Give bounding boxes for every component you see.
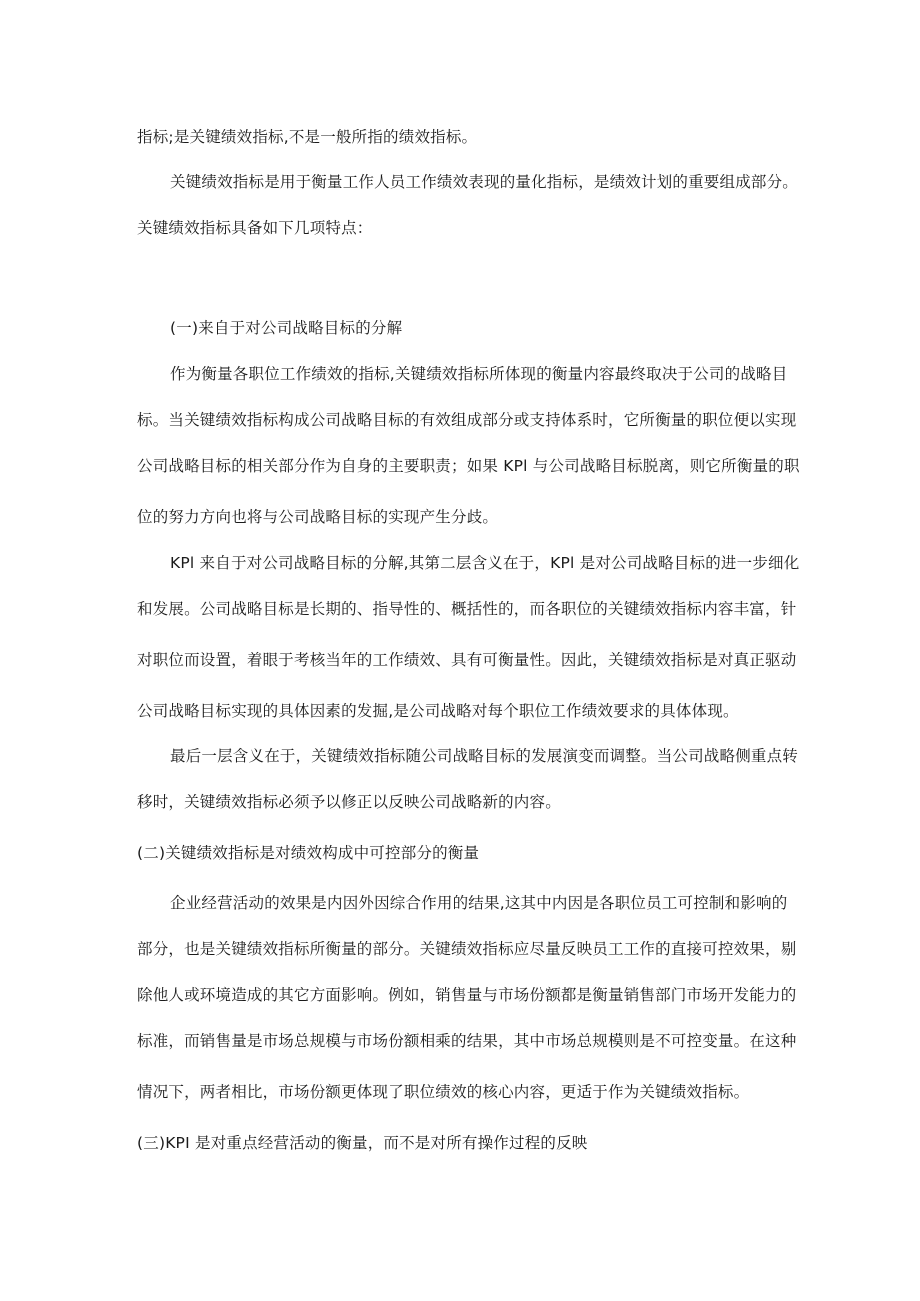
text-line: KPl 来自于对公司战略目标的分解,其第二层含义在于，KPl 是对公司战略目标的进一步细化 <box>170 554 800 572</box>
text-line: 部分，也是关键绩效指标所衡量的部分。关键绩效指标应尽量反映员工工作的直接可控效果，剔 <box>137 940 797 958</box>
text-line: 关键绩效指标是用于衡量工作人员工作绩效表现的量化指标，是绩效计划的重要组成部分。 <box>170 173 799 191</box>
section-heading: (三)KPI 是对重点经营活动的衡量，而不是对所有操作过程的反映 <box>137 1134 588 1152</box>
section-heading: (二)关键绩效指标是对绩效构成中可控部分的衡量 <box>137 844 480 862</box>
text-line: 关键绩效指标具备如下几项特点： <box>137 219 373 237</box>
text-line: 公司战略目标的相关部分作为自身的主要职责；如果 KPl 与公司战略目标脱离，则它所衡量的职 <box>137 457 800 475</box>
text-line: 指标;是关键绩效指标,不是一般所指的绩效指标。 <box>137 128 478 146</box>
text-line: 情况下，两者相比，市场份额更体现了职位绩效的核心内容，更适于作为关键绩效指标。 <box>137 1083 750 1101</box>
text-line: 移时，关键绩效指标必须予以修正以反映公司战略新的内容。 <box>137 793 561 811</box>
text-line: 对职位而设置，着眼于考核当年的工作绩效、具有可衡量性。因此，关键绩效指标是对真正驱动 <box>137 651 797 669</box>
text-line: 作为衡量各职位工作绩效的指标,关键绩效指标所体现的衡量内容最终取决于公司的战略目 <box>170 365 788 383</box>
text-line: 位的努力方向也将与公司战略目标的实现产生分歧。 <box>137 508 499 526</box>
text-line: 最后一层含义在于，关键绩效指标随公司战略目标的发展演变而调整。当公司战略侧重点转 <box>170 747 799 765</box>
section-heading: (一)来自于对公司战略目标的分解 <box>170 319 403 337</box>
text-line: 公司战略目标实现的具体因素的发掘,是公司战略对每个职位工作绩效要求的具体体现。 <box>137 702 739 720</box>
text-line: 标准，而销售量是市场总规模与市场份额相乘的结果，其中市场总规模则是不可控变量。在这种 <box>137 1032 797 1050</box>
text-line: 除他人或环境造成的其它方面影响。例如，销售量与市场份额都是衡量销售部门市场开发能力的 <box>137 986 797 1004</box>
text-line: 和发展。公司战略目标是长期的、指导性的、概括性的，而各职位的关键绩效指标内容丰富，针 <box>137 600 797 618</box>
text-line: 标。当关键绩效指标构成公司战略目标的有效组成部分或支持体系时，它所衡量的职位便以实现 <box>137 411 797 429</box>
text-line: 企业经营活动的效果是内因外因综合作用的结果,这其中内因是各职位员工可控制和影响的 <box>170 894 788 912</box>
